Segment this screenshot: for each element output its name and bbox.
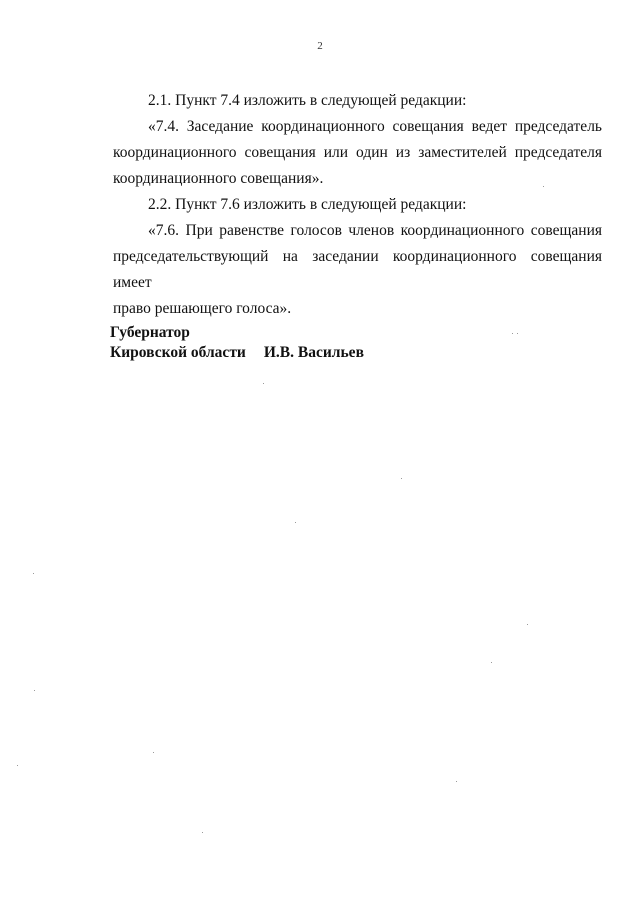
paragraph-2-2: 2.2. Пункт 7.6 изложить в следующей редакции: [148,196,467,213]
scan-speck [527,624,528,625]
scan-speck [202,832,203,833]
paragraph-7-6-line-1: «7.6. При равенстве голосов членов координационного совещания [148,222,602,239]
paragraph-7-6-line-3: право решающего голоса». [113,300,292,317]
scan-speck [401,478,402,479]
signature-title-line-1: Губернатор [110,324,190,341]
scan-speck [543,186,544,187]
signature-name: И.В. Васильев [263,344,364,361]
scan-speck [263,383,264,384]
scan-speck [295,522,296,523]
scan-speck [153,752,154,753]
paragraph-7-4-line-3: координационного совещания». [113,170,324,187]
signature-title-line-2-row [110,343,364,363]
scan-speck [33,573,34,574]
signature-block [110,323,364,363]
paragraph-7-6-line-2: председательствующий на заседании координационного совещания имеет [113,248,602,291]
scan-speck [456,781,457,782]
paragraph-7-4-line-1: «7.4. Заседание координационного совещания ведет председатель [148,118,602,135]
page-number: 2 [317,40,323,52]
document-body [113,88,602,322]
scan-speck [512,333,513,334]
scan-speck [17,765,18,766]
signature-title-line-2: Кировской области [110,344,246,361]
scan-speck [34,690,35,691]
scan-speck [491,662,492,663]
scan-speck [517,333,518,334]
paragraph-2-1: 2.1. Пункт 7.4 изложить в следующей редакции: [148,92,467,109]
paragraph-7-4-line-2: координационного совещания или один из заместителей председателя [113,144,602,161]
